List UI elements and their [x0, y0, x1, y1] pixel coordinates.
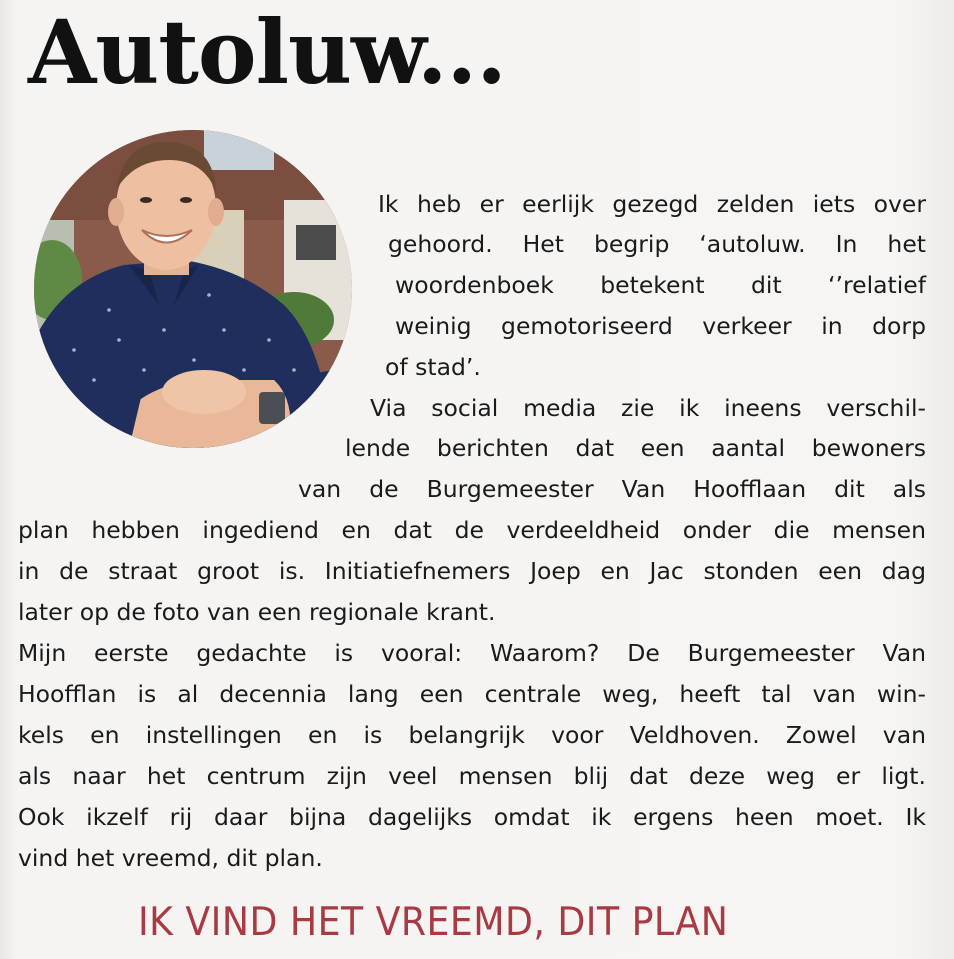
- body-line: weinig gemotoriseerd verkeer in dorp: [395, 312, 926, 340]
- body-line: in de straat groot is. Initiatiefnemers Joep en Jac stonden een dag: [18, 557, 926, 585]
- pull-quote: IK VIND HET VREEMD, DIT PLAN: [138, 900, 729, 945]
- body-line: Hoofflan is al decennia lang een centrale weg, heeft tal van win-: [18, 680, 926, 708]
- body-line: kels en instellingen en is belangrijk voor Veldhoven. Zowel van: [18, 721, 926, 749]
- author-photo: [34, 130, 352, 448]
- body-line: of stad’.: [385, 353, 481, 381]
- body-line: woordenboek betekent dit ‘’relatief: [395, 271, 926, 299]
- body-line: Via social media zie ik ineens verschil-: [370, 394, 926, 422]
- body-line: later op de foto van een regionale krant.: [18, 598, 496, 626]
- body-line: van de Burgemeester Van Hoofflaan dit als: [298, 475, 926, 503]
- body-line: plan hebben ingediend en dat de verdeeldheid onder die mensen: [18, 516, 926, 544]
- body-line: Mijn eerste gedachte is vooral: Waarom? De Burgemeester Van: [18, 639, 926, 667]
- body-line: Ook ikzelf rij daar bijna dagelijks omdat ik ergens heen moet. Ik: [18, 803, 926, 831]
- body-line: vind het vreemd, dit plan.: [18, 844, 323, 872]
- headline: Autoluw...: [28, 0, 506, 104]
- body-line: Ik heb er eerlijk gezegd zelden iets over: [378, 190, 926, 218]
- body-line: als naar het centrum zijn veel mensen blij dat deze weg er ligt.: [18, 762, 926, 790]
- body-line: lende berichten dat een aantal bewoners: [345, 434, 926, 462]
- body-line: gehoord. Het begrip ‘autoluw. In het: [388, 230, 926, 258]
